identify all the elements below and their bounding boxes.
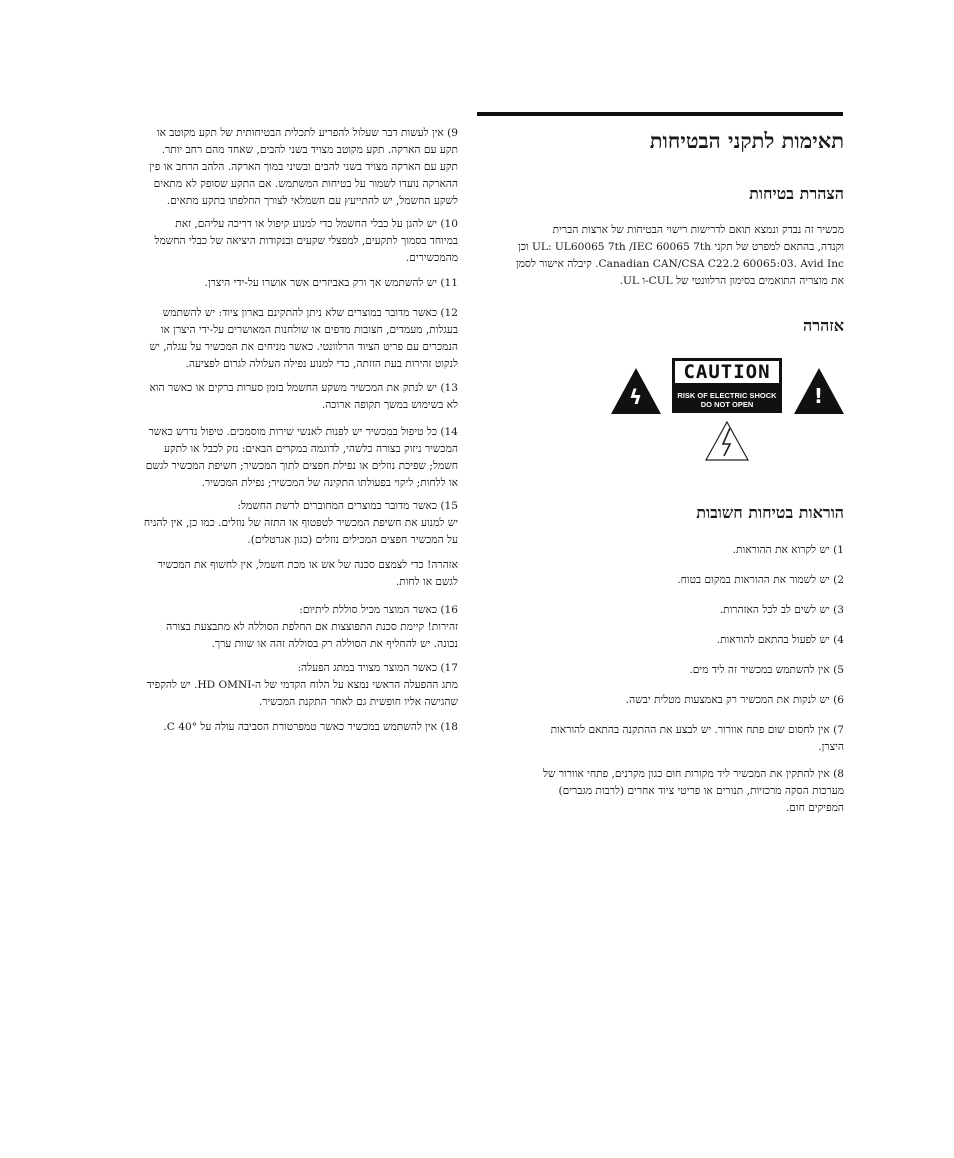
item-line: אזהרה! כדי לצמצם סכנה של אש או מכת חשמל, אין לחשוף את המכשיר [157,559,458,571]
safety-line: מכשיר זה נבדק ונמצא תואם לדרישות רישוי הבטיחות של ארצות הברית [552,224,844,236]
list-item [98,216,458,267]
list-item [98,275,458,292]
item-line: 8) אין להתקין את המכשיר ליד מקורות חום כגון מקרנים, פתחי אוורור של [543,768,844,780]
item-line: על המכשיר חפצים המכילים נוזלים (כגון אגרטלים). [247,534,458,546]
item-line: זהירות! קיימת סכנת התפוצצות אם החלפת הסוללה לא מתבצעת בצורה [166,621,458,633]
item-line: 10) יש להגן על כבלי החשמל כדי למנוע קיפול או דריכה עליהם, זאת [175,218,458,230]
item-line: 12) כאשר מדובר במוצרים שלא ניתן להתקינם בארון ציוד: יש להשתמש [162,307,458,319]
item-line: המכשיר ניזוק בצורה כלשהי, לדוגמה במקרים הבאים: נזק לכבל או לתקע [163,443,458,455]
item-line: 16) כאשר המוצר מכיל סוללת ליתיום: [299,604,458,616]
item-line: המפיקים חום. [785,802,844,814]
safety-line: Canadian CAN/CSA C22.2 60065:03. Avid Inc. קיבלה אישור לסמן [515,258,844,270]
caution-label [672,358,782,413]
item-line: מהמכשירים. [405,252,458,264]
lightning-bolt-icon: ϟ [629,385,643,409]
caution-word: CAUTION [675,361,779,383]
caution-graphic [611,358,844,466]
item-line: הנמכרים עם פריט הציוד הרלוונטי. כאשר מניחים את המכשיר על עגלה, יש [149,341,458,353]
item-line: היצרן. [818,741,844,753]
caution-sub-line: RISK OF ELECTRIC SHOCK [677,391,777,400]
item-line: 7) אין לחסום שום פתח אוורור. יש לבצע את ההתקנה בהתאם להוראות [550,724,844,736]
safety-heading: הצהרת בטיחות [749,184,844,203]
item-line: לגשם או לחות. [395,576,458,588]
item-line: חשמל; שפיכת נוזלים או נפילת חפצים לתוך המכשיר; חשיפת המכשיר לגשם [145,460,458,472]
item-line: מערכות הסקה מרכזיות, תנורים או פריטי ציוד אחרים (לרבות מגברים) [558,785,844,797]
item-line: בעגלות, מעמדים, חצובות מדפים או שולחנות המאושרים על-ידי היצרן או [160,324,458,336]
item-line: 17) כאשר המוצר מצויד במתג הפעלה: [297,662,458,674]
item-line: נכונה. יש להחליף את הסוללה רק בסוללה זהה או שוות ערך. [211,638,458,650]
item-line: 9) אין לעשות דבר שעלול להפריע לתכלית הבטיחותית של תקע מקוטב או [156,127,458,139]
item-line: 11) יש להשתמש אך ורק באביזרים אשר אושרו על-ידי היצרן. [204,277,458,289]
exclamation-icon: ! [813,384,823,408]
list-item [98,424,458,492]
item-line: יש למנוע את חשיפת המכשיר לטפטוף או התזה של נוזלים. כמו כן, אין להניח [143,517,458,529]
item-line: תקע עם הארקה. תקע מקוטב מצויד בשני להבים, שאחד מהם רחב יותר. [161,144,458,156]
list-item: 4) יש לפעול בהתאם להוראות. [716,634,844,646]
item-line: מתג ההפעלה הראשי נמצא על הלוח הקדמי של ה-HD OMNI. יש להקפיד [146,679,458,691]
item-line: שהגישה אליו חופשית גם לאחר התקנת המכשיר. [258,696,458,708]
list-item: 5) אין להשתמש במכשיר זה ליד מים. [689,664,844,676]
instructions-heading: הוראות בטיחות חשובות [696,503,844,522]
list-item [494,722,844,756]
list-item [98,602,458,653]
caution-sub-line: DO NOT OPEN [700,400,754,409]
item-line: 18) אין להשתמש במכשיר כאשר טמפרטורת הסביבה עולה על 40° C. [163,721,458,733]
list-item: 1) יש לקרוא את ההוראות. [732,544,844,556]
list-item [98,719,458,736]
caution-subtext [672,391,782,409]
list-item [494,766,844,817]
list-item [98,305,458,373]
safety-line: וקנדה, בהתאם למפרט של תקני UL: UL60065 7th /IEC 60065 7th וכן [518,241,844,253]
list-item [98,498,458,549]
outline-lightning-icon [704,420,750,462]
item-line: או ללחות; ליקוי בפעולתו התקינה של המכשיר; נפילת המכשיר. [201,477,458,489]
warning-note [98,557,458,591]
list-item [98,380,458,414]
item-line: לא בשימוש במשך תקופה ארוכה. [321,399,458,411]
list-item: 3) יש לשים לב לכל האזהרות. [719,604,844,616]
list-item [98,660,458,711]
page-title: תאימות לתקני הבטיחות [649,128,844,153]
item-line: תקע עם הארקה מצויד בשני להבים ובשיני במוך הארקה. הלהב הרחב או פין [149,161,458,173]
top-rule [477,112,843,116]
safety-line: את מוצריה התואמים בסימון הרלוונטי של CUL-ו UL. [619,275,844,287]
warning-heading: אזהרה [803,316,844,335]
safety-statement [494,222,844,290]
item-line: במיוחד בסמוך לתקעים, למפצלי שקעים ובנקודות היציאה של כבלי החשמל [154,235,458,247]
item-line: 13) יש לנתק את המכשיר משקע החשמל בזמן סערות ברקים או כאשר הוא [149,382,458,394]
item-line: לשקע החשמל, יש להתייעץ עם חשמלאי לצורך החלפתו בתקע מתאים. [166,195,458,207]
item-line: לנקוט זהירות בעת הזזתה, כדי למנוע נפילה העלולה לגרום לפציעה. [185,358,458,370]
list-item: 6) יש לנקות את המכשיר רק באמצעות מטלית יבשה. [625,694,844,706]
item-line: 15) כאשר מדובר במוצרים המחוברים לרשת החשמל: [237,500,458,512]
list-item [98,125,458,210]
list-item: 2) יש לשמור את ההוראות במקום בטוח. [677,574,844,586]
item-line: 14) כל טיפול במכשיר יש לפנות לאנשי שירות מוסמכים. טיפול נדרש כאשר [148,426,458,438]
item-line: ההארקה נועדו לשמור על בטיחות המשתמש. אם התקע שסופק לא מתאים [153,178,458,190]
